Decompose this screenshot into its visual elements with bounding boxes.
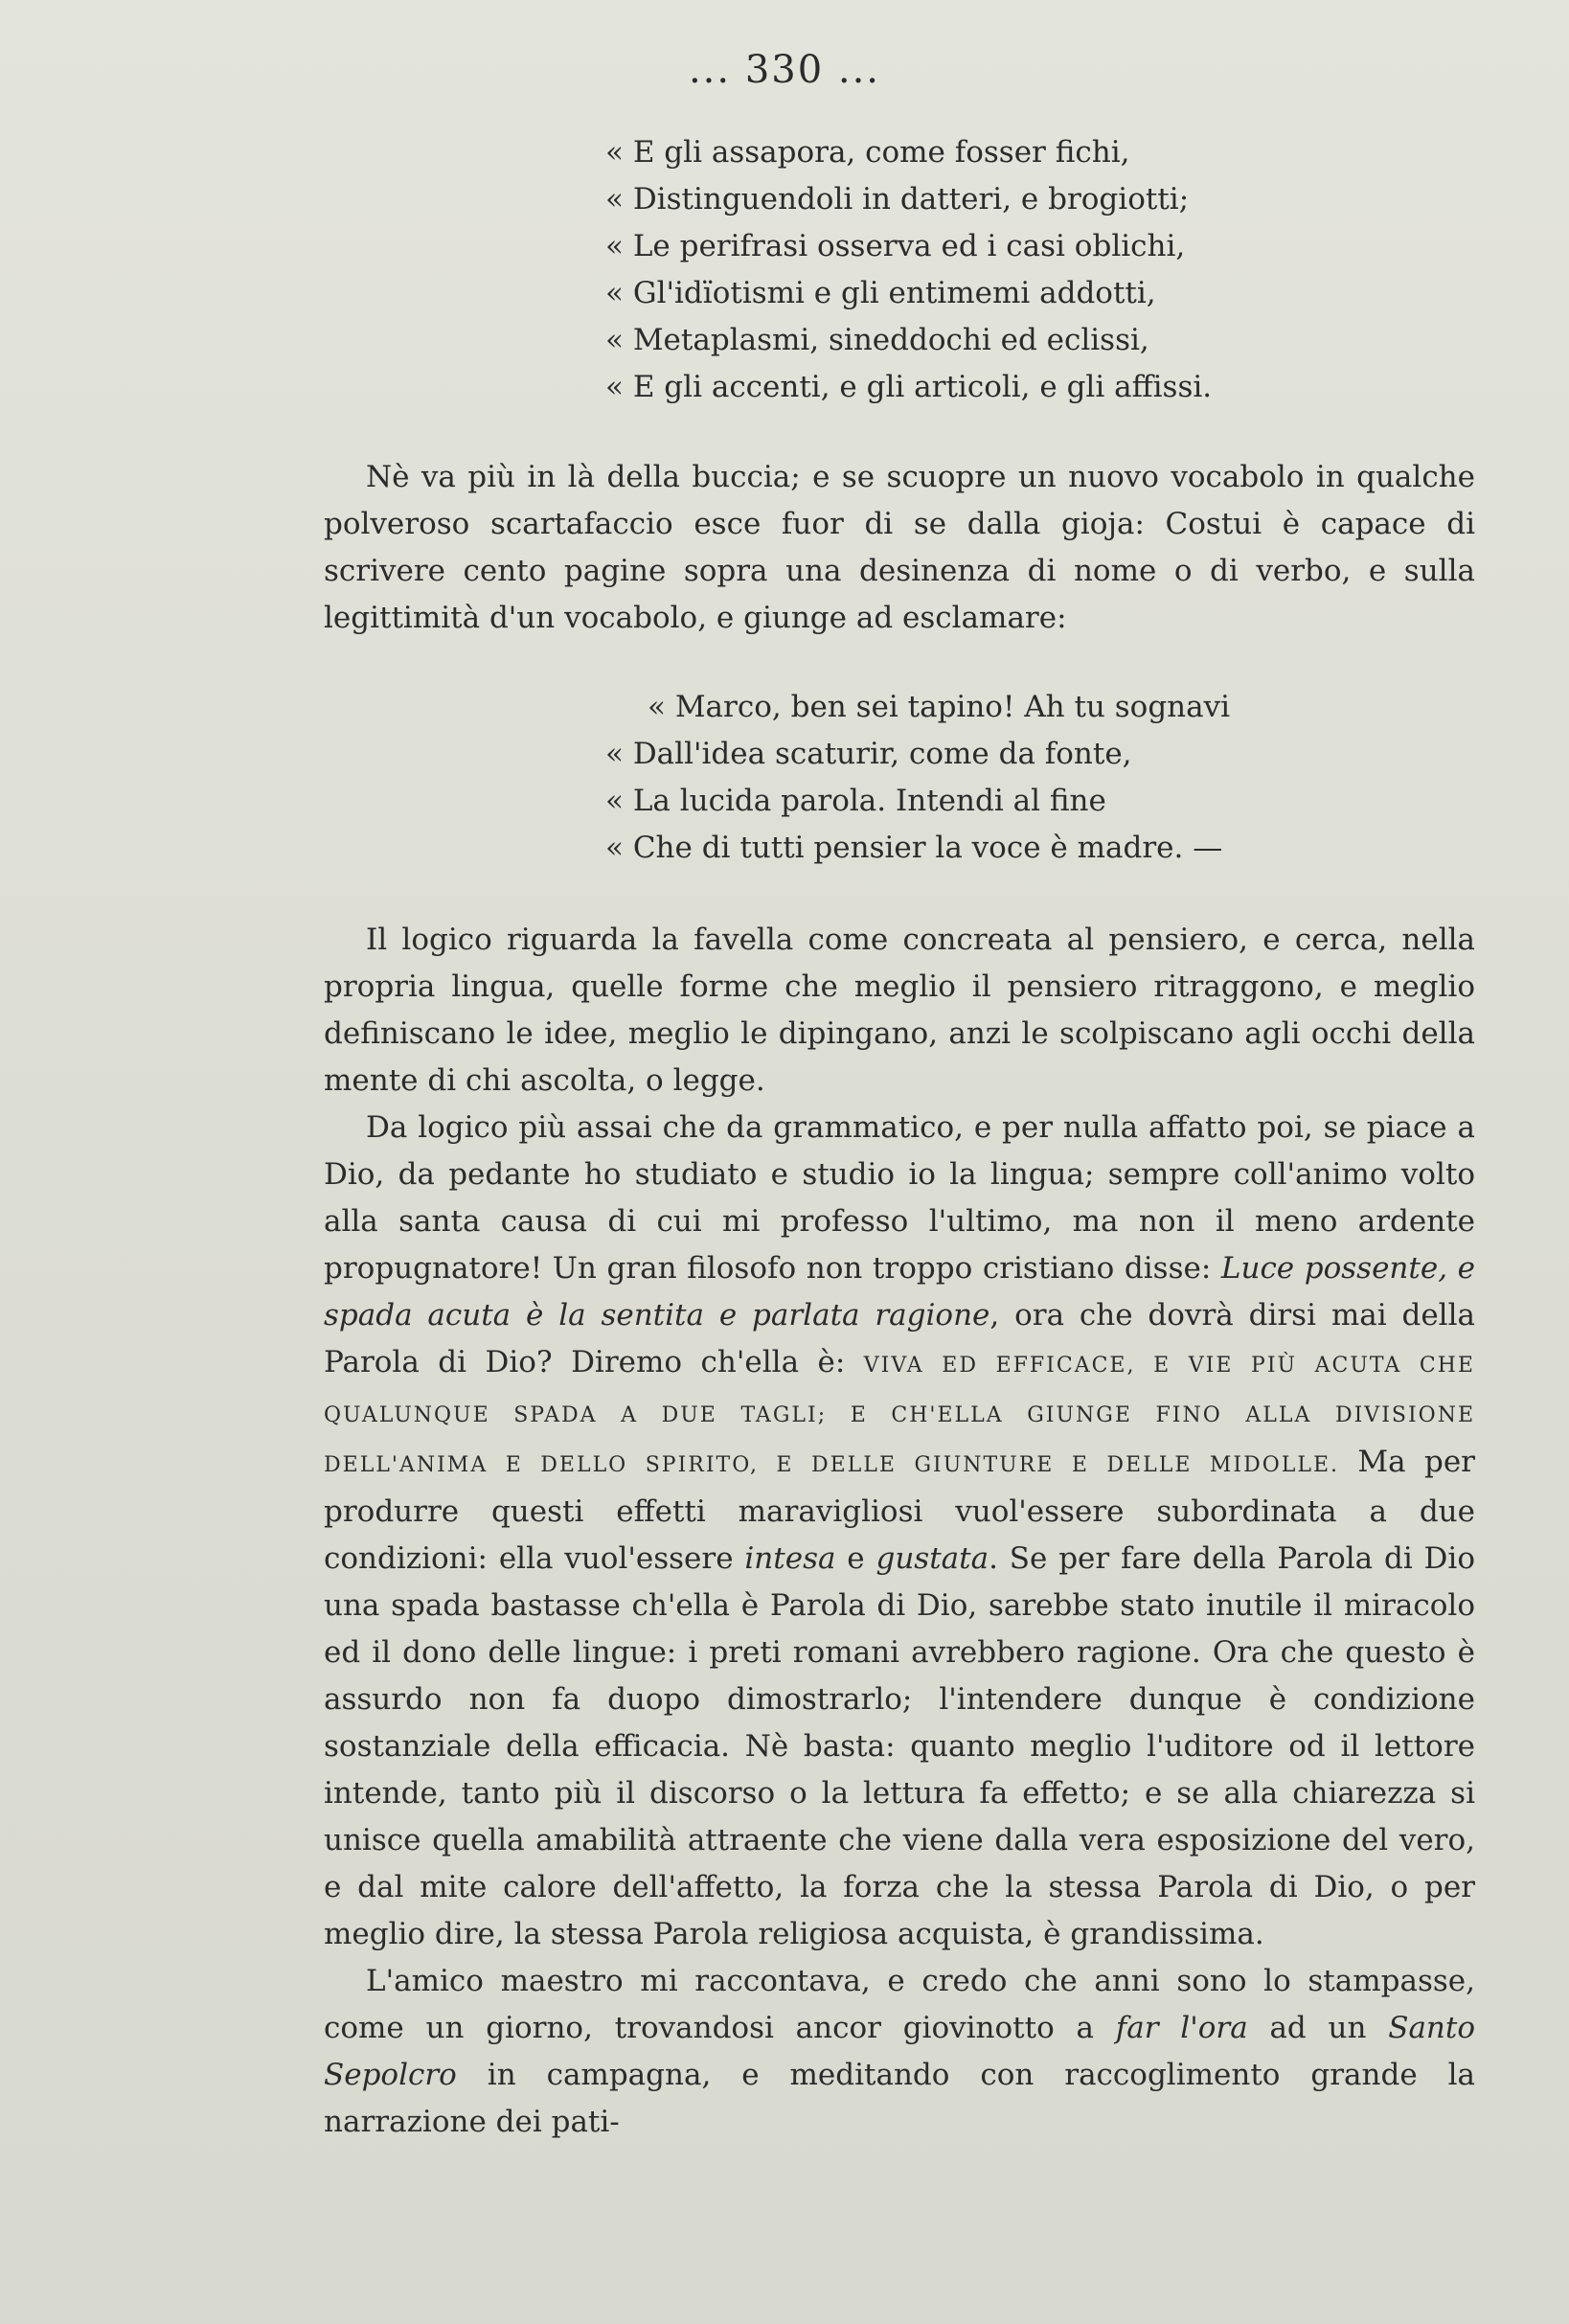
prose-block-2 [324, 917, 1475, 2146]
text-run: e [835, 1541, 876, 1576]
verse-line: « La lucida parola. Intendi al fine [605, 784, 1106, 818]
paragraph: Il logico riguarda la favella come concreata al pensiero, e cerca, nella propria lingua, quelle forme che meglio il pensiero ritraggono, e meglio definiscano le idee, meglio le dipingano, anzi le scolpiscano agli occhi della mente di chi ascolta, o legge. [324, 923, 1475, 1098]
verse-block-1 [605, 129, 1212, 411]
paragraph [324, 1958, 1475, 2146]
text-run: Da logico più assai che da grammatico, e per nulla affatto poi, se piace a Dio, da pedante ho studiato e studio io la lingua; sempre coll'animo volto alla santa causa di cui mi professo l'ultimo, ma non il meno ardente propugnatore! Un gran filosofo non troppo cristiano disse: [324, 1110, 1475, 1286]
verse-line: « Gl'idïotismi e gli entimemi addotti, [605, 276, 1156, 310]
verse-line: « E gli assapora, come fosser fichi, [605, 135, 1130, 170]
italic-word: gustata [875, 1541, 989, 1576]
verse-line: « Dall'idea scaturir, come da fonte, [605, 737, 1132, 771]
page-number: ... 330 ... [688, 48, 881, 92]
text-run: Ma per produrre questi effetti maravigliosi vuol'essere subordinata a due condizioni: ella vuol'essere [324, 1445, 1475, 1576]
verse-line: « Le perifrasi osserva ed i casi oblichi, [605, 229, 1186, 263]
paragraph: Nè va più in là della buccia; e se scuopre un nuovo vocabolo in qualche polveroso scartafaccio esce fuor di se dalla gioja: Costui è capace di scrivere cento pagine sopra una desinenza di nome o di verbo, e sulla legittimità d'un vocabolo, e giunge ad esclamare: [324, 460, 1475, 635]
italic-quote: Luce possente, e spada acuta è la sentita e parlata ragione [324, 1251, 1475, 1333]
paragraph [324, 1105, 1475, 1958]
verse-block-2 [605, 684, 1230, 872]
smallcaps-quote: VIVA ED EFFICACE, E VIE PIÙ ACUTA CHE QUALUNQUE SPADA A DUE TAGLI; E CH'ELLA GIUNGE FINO ALLA DIVISIONE DELL'ANIMA E DELLO SPIRITO, E DELLE GIUNTURE E DELLE MIDOLLE. [324, 1354, 1475, 1477]
italic-word: intesa [744, 1541, 836, 1576]
text-run: ad un [1247, 2011, 1389, 2045]
text-run: . Se per fare della Parola di Dio una spada bastasse ch'ella è Parola di Dio, sarebbe stato inutile il miracolo ed il dono delle lingue: i preti romani avrebbero ragione. Ora che questo è assurdo non fa duopo dimostrarlo; l'intendere dunque è condizione sostanziale della efficacia. Nè basta: quanto meglio l'uditore od il lettore intende, tanto più il discorso o la lettura fa effetto; e se alla chiarezza si unisce quella amabilità attraente che viene dalla vera esposizione del vero, e dal mite calore dell'affetto, la forza che la stessa Parola di Dio, o per meglio dire, la stessa Parola religiosa acquista, è grandissima. [324, 1541, 1475, 1951]
verse-line: « E gli accenti, e gli articoli, e gli affissi. [605, 370, 1213, 404]
text-run: in campagna, e meditando con raccoglimento grande la narrazione dei pati- [324, 2058, 1475, 2139]
prose-block-1 [324, 454, 1475, 642]
verse-line: « Metaplasmi, sineddochi ed eclissi, [605, 323, 1149, 357]
italic-word: far l'ora [1115, 2011, 1248, 2045]
text-run: L'amico maestro mi raccontava, e credo che anni sono lo stampasse, come un giorno, trovandosi ancor giovinotto a [324, 1964, 1475, 2045]
verse-line: « Distinguendoli in datteri, e brogiotti; [605, 182, 1190, 216]
verse-line: « Che di tutti pensier la voce è madre. — [605, 831, 1223, 865]
verse-line: « Marco, ben sei tapino! Ah tu sognavi [648, 690, 1231, 724]
text-run: , ora che dovrà dirsi mai della Parola di Dio? Diremo ch'ella è: [324, 1298, 1475, 1379]
italic-word: Santo Sepolcro [324, 2011, 1476, 2092]
